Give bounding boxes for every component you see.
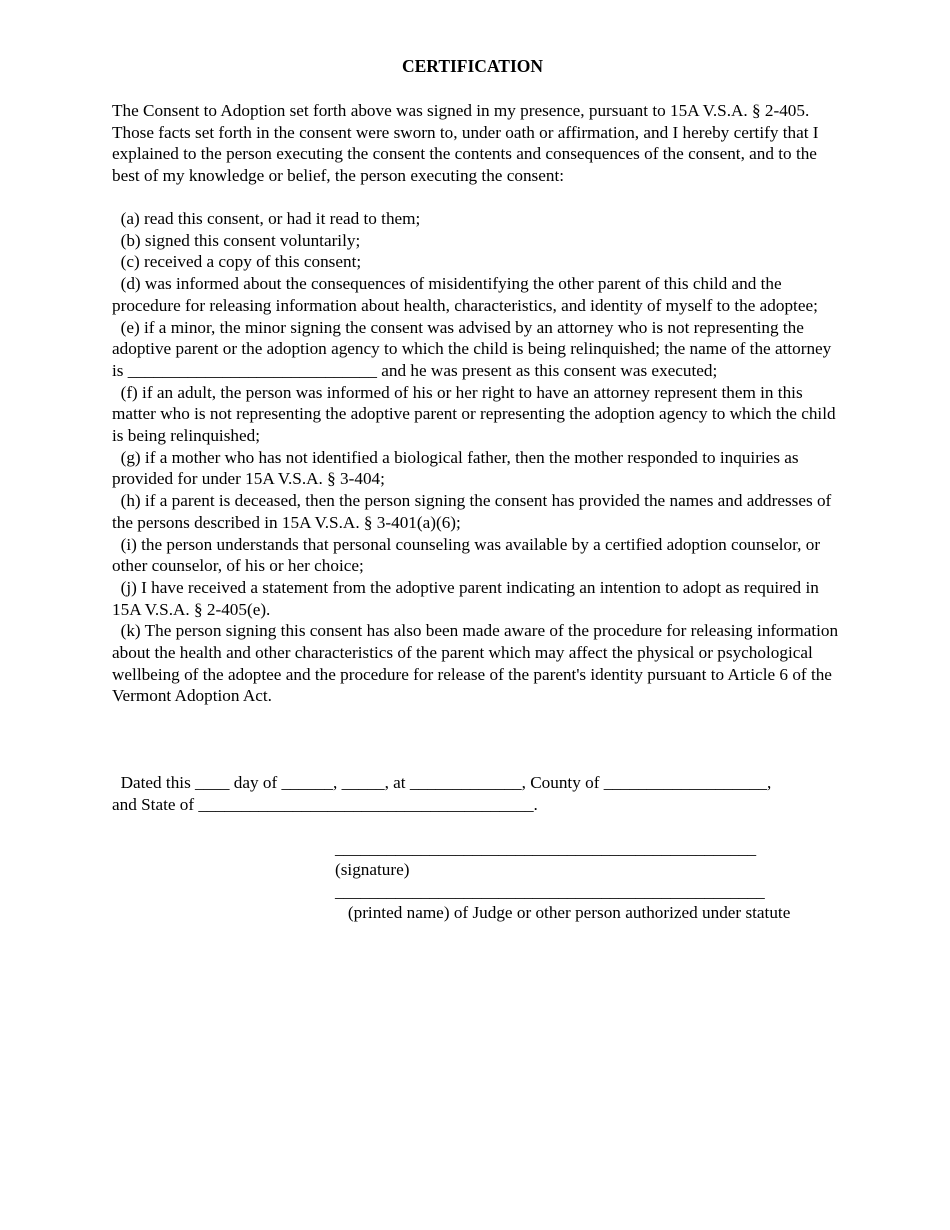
list-item-c: (c) received a copy of this consent;	[120, 252, 362, 272]
printed-name-line: __________________________________________________	[335, 882, 765, 901]
certification-list	[112, 208, 842, 707]
list-item-j: (j) I have received a statement from the adoptive parent indicating an intention to adopt as required in 15A V.S.A. § 2-405(e).	[112, 577, 819, 619]
list-item-b: (b) signed this consent voluntarily;	[120, 230, 361, 250]
intro-paragraph: The Consent to Adoption set forth above was signed in my presence, pursuant to 15A V.S.A. § 2-405. Those facts set forth in the consent were sworn to, under oath or affirmation, and I hereby certify that I explained to the person executing the consent the contents and consequences of the consent, and to the best of my knowledge or belief, the person executing the consent:	[112, 101, 819, 186]
list-item-i: (i) the person understands that personal counseling was available by a certified adoption counselor, or other counselor, of his or her choice;	[112, 534, 821, 576]
list-item-d: (d) was informed about the consequences of misidentifying the other parent of this child and the procedure for releasing information about health, characteristics, and identity of myself to the adoptee;	[112, 274, 818, 315]
signature-label: (signature)	[335, 860, 410, 879]
list-item-h: (h) if a parent is deceased, then the person signing the consent has provided the names and addresses of the persons described in 15A V.S.A. § 3-401(a)(6);	[112, 491, 832, 532]
list-item-a: (a) read this consent, or had it read to them;	[120, 209, 421, 228]
signature-line: _________________________________________________	[335, 839, 757, 858]
list-item-e: (e) if a minor, the minor signing the consent was advised by an attorney who is not representing the adoptive parent or the adoption agency to which the child is being relinquished; the name of the attorney is _____________________________ and he was present as this consent was executed;	[112, 317, 832, 380]
printed-name-label: (printed name) of Judge or other person authorized under statute	[347, 903, 791, 922]
state-line: and State of _______________________________________.	[112, 794, 538, 814]
page-title: CERTIFICATION	[401, 56, 544, 76]
list-item-f: (f) if an adult, the person was informed of his or her right to have an attorney represent them in this matter who is not representing the adoptive parent or representing the adoption agency to which the child is being relinquished;	[112, 382, 836, 446]
dated-block	[112, 772, 842, 815]
dated-line: Dated this ____ day of ______, _____, at _____________, County of ___________________,	[120, 773, 772, 792]
list-item-k: (k) The person signing this consent has also been made aware of the procedure for releasing information about the health and other characteristics of the parent which may affect the physical or psychological wellbeing of the adoptee and the procedure for release of the parent's identity pursuant to Article 6 of the Vermont Adoption Act.	[112, 621, 839, 706]
list-item-g: (g) if a mother who has not identified a biological father, then the mother responded to inquiries as provided for under 15A V.S.A. § 3-404;	[112, 447, 799, 489]
